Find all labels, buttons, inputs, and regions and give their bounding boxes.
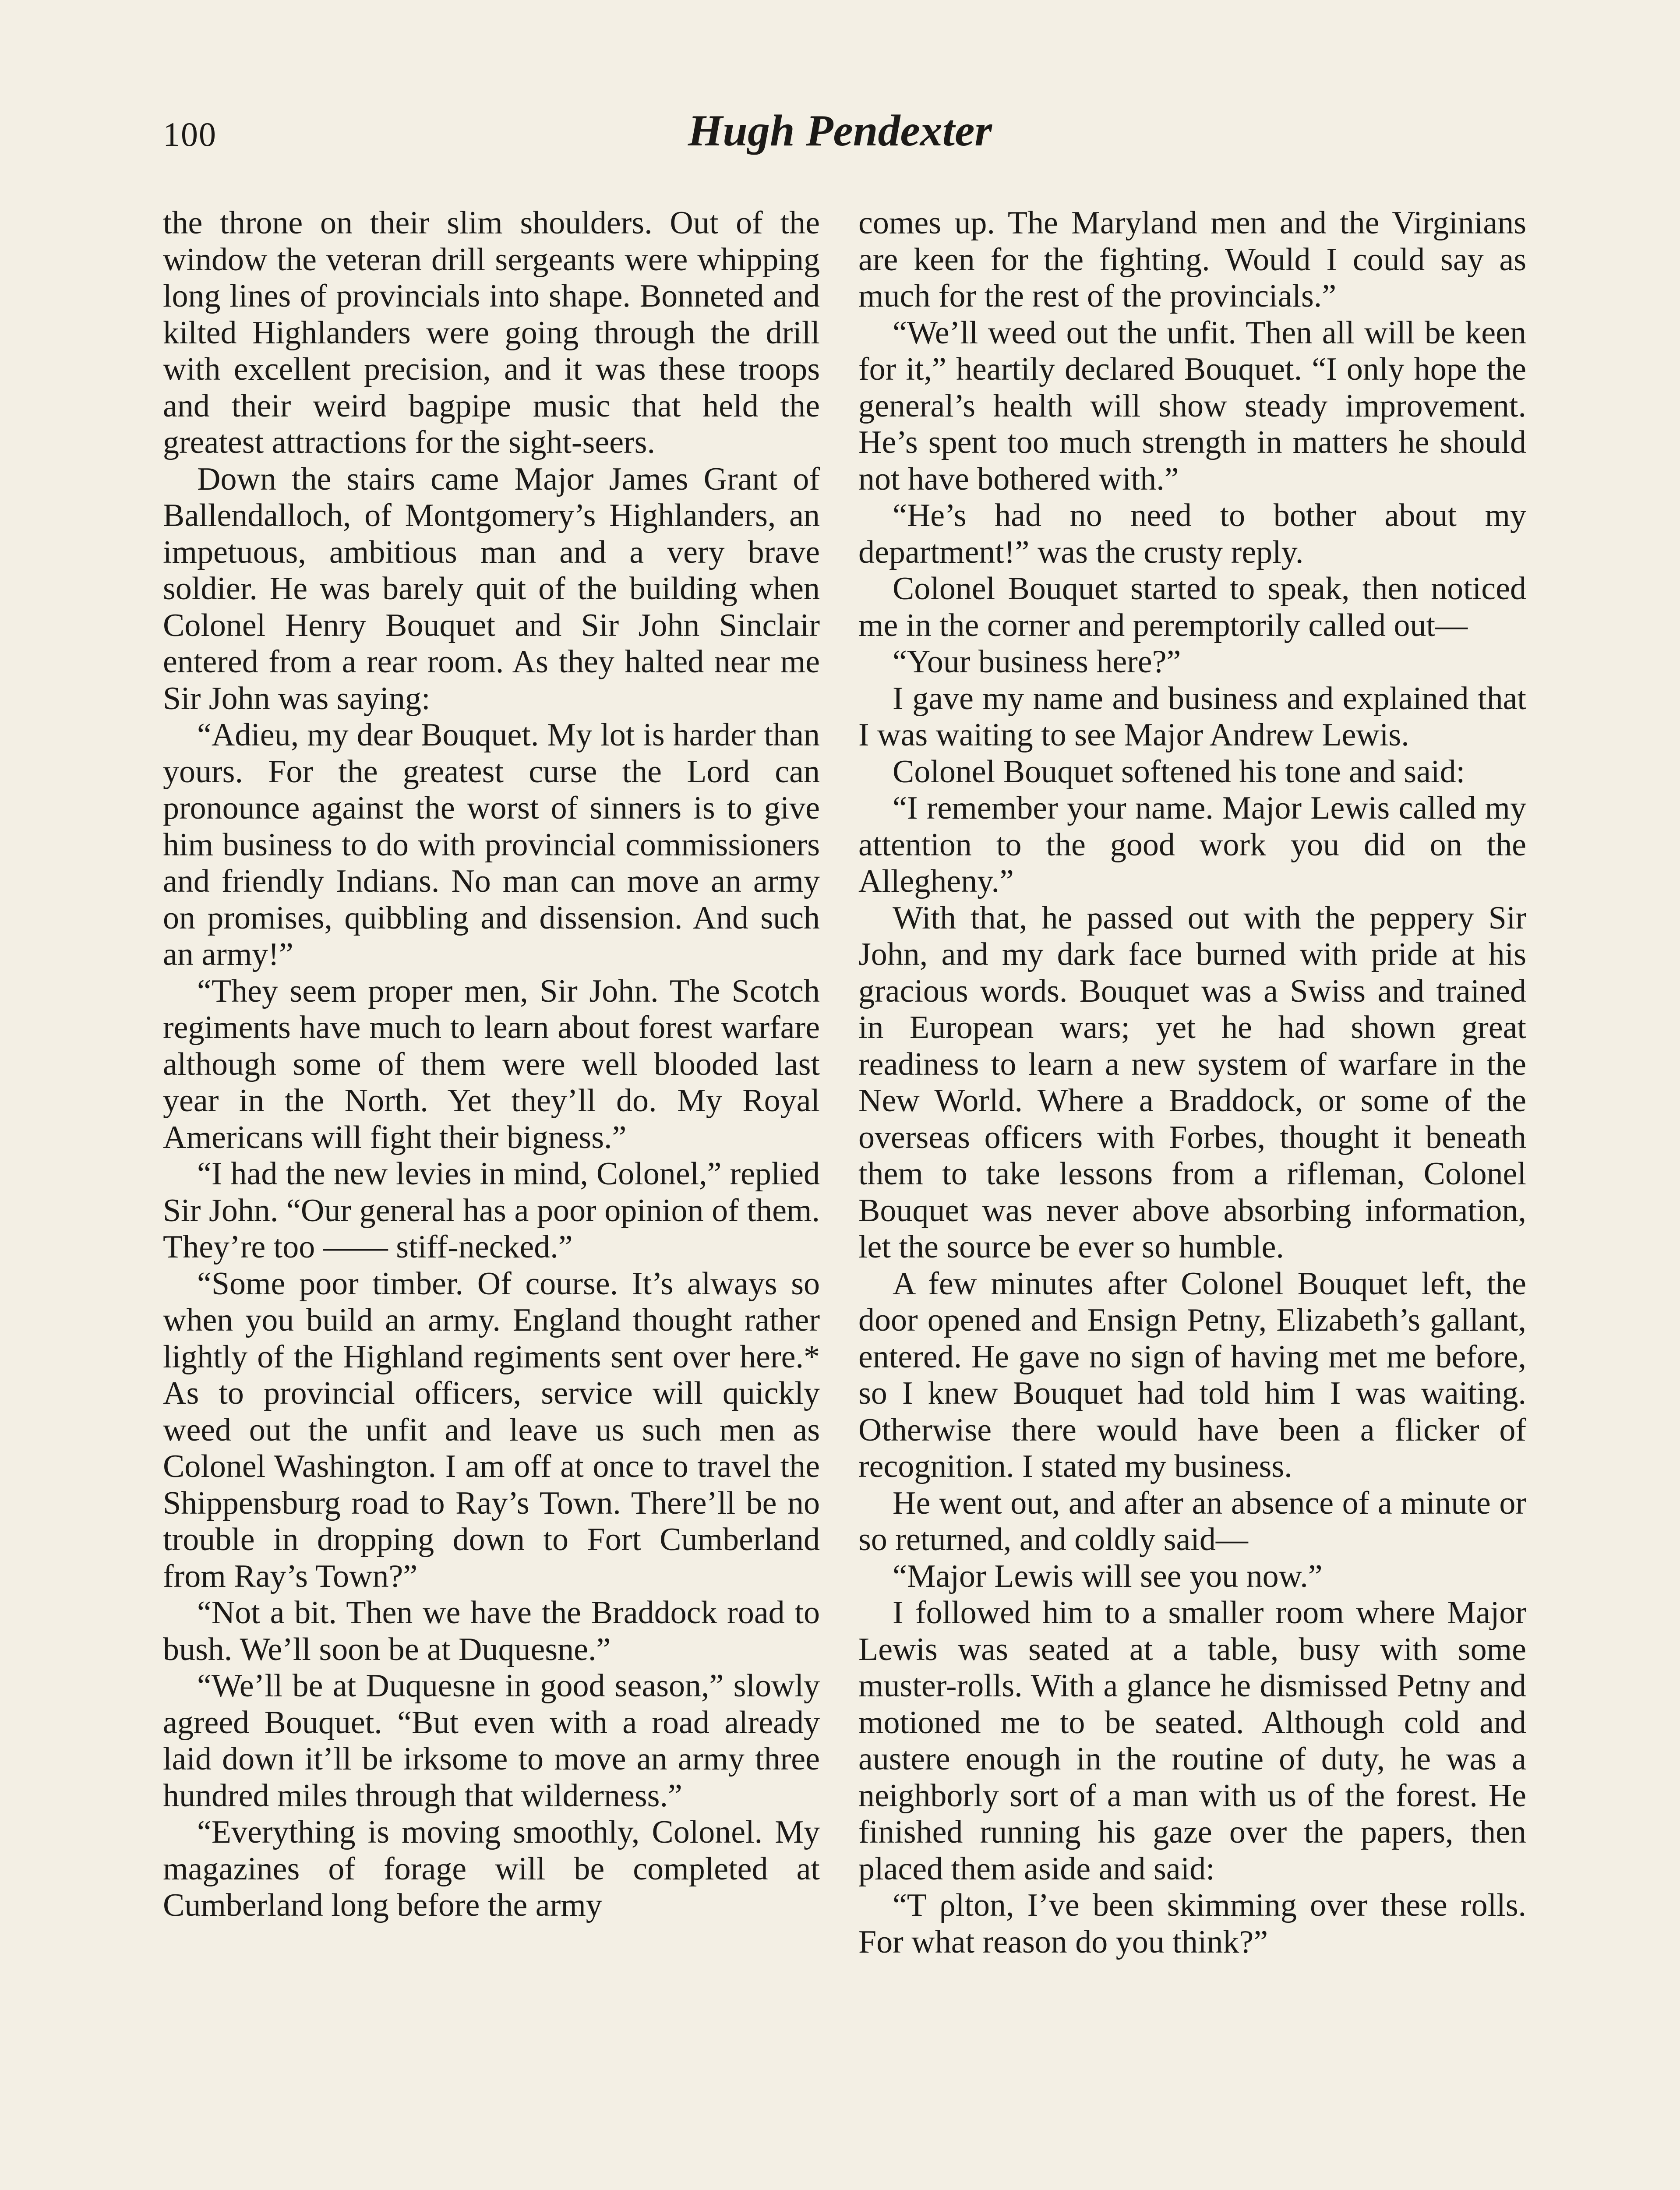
right-column: [858, 205, 1526, 1960]
paragraph: “He’s had no need to bother about my department!” was the crusty reply.: [858, 498, 1526, 570]
running-head: Hugh Pendexter: [688, 106, 992, 155]
paragraph: “We’ll be at Duquesne in good season,” slowly agreed Bouquet. “But even with a road already laid down it’ll be irksome to move an army three hundred miles through that wilderness.”: [163, 1668, 820, 1814]
paragraph: Down the stairs came Major James Grant of Ballendalloch, of Montgomery’s Highlanders, an impetuous, ambitious man and a very brave soldier. He was barely quit of the building when Colonel Henry Bouquet and Sir John Sinclair entered from a rear room. As they halted near me Sir John was saying:: [163, 461, 820, 717]
paragraph: “I remember your name. Major Lewis called my attention to the good work you did on the Allegheny.”: [858, 790, 1526, 899]
paragraph: “Adieu, my dear Bouquet. My lot is harder than yours. For the greatest curse the Lord can pronounce against the worst of sinners is to give him business to do with provincial commissioners and friendly Indians. No man can move an army on promises, quibbling and dissension. And such an army!”: [163, 717, 820, 972]
paragraph: With that, he passed out with the peppery Sir John, and my dark face burned with pride at his gracious words. Bouquet was a Swiss and trained in European wars; yet he had shown great readiness to learn a new system of warfare in the New World. Where a Braddock, or some of the overseas officers with Forbes, thought it beneath them to take lessons from a rifleman, Colonel Bouquet was never above absorbing information, let the source be ever so humble.: [858, 900, 1526, 1265]
paragraph: “Everything is moving smoothly, Colonel. My magazines of forage will be completed at Cumberland long before the army: [163, 1814, 820, 1923]
paragraph: “Your business here?”: [893, 644, 1181, 680]
paragraph: A few minutes after Colonel Bouquet left, the door opened and Ensign Petny, Elizabeth’s gallant, entered. He gave no sign of having met me before, so I knew Bouquet had told him I was waiting. Otherwise there would have been a flicker of recognition. I stated my business.: [858, 1265, 1526, 1484]
paragraph: “I had the new levies in mind, Colonel,” replied Sir John. “Our general has a poor opinion of them. They’re too —— stiff-necked.”: [163, 1156, 820, 1265]
paragraph: the throne on their slim shoulders. Out of the window the veteran drill sergeants were whipping long lines of provincials into shape. Bonneted and kilted Highlanders were going through the drill with excellent precision, and it was these troops and their weird bagpipe music that held the greatest attractions for the sight-seers.: [163, 205, 820, 460]
paragraph: Colonel Bouquet started to speak, then noticed me in the corner and peremptorily called out—: [858, 571, 1526, 643]
paragraph: “We’ll weed out the unfit. Then all will be keen for it,” heartily declared Bouquet. “I only hope the general’s health will show steady improvement. He’s spent too much strength in matters he should not have bothered with.”: [858, 314, 1526, 497]
paragraph: “They seem proper men, Sir John. The Scotch regiments have much to learn about forest warfare although some of them were well blooded last year in the North. Yet they’ll do. My Royal Americans will fight their bigness.”: [163, 973, 820, 1155]
paragraph: Colonel Bouquet softened his tone and said:: [893, 753, 1465, 790]
left-column: [163, 205, 820, 1924]
paragraph: I followed him to a smaller room where Major Lewis was seated at a table, busy with some muster-rolls. With a glance he dismissed Petny and motioned me to be seated. Although cold and austere enough in the routine of duty, he was a neighborly sort of a man with us of the forest. He finished running his gaze over the papers, then placed them aside and said:: [858, 1595, 1526, 1887]
paragraph: He went out, and after an absence of a minute or so returned, and coldly said—: [858, 1485, 1526, 1558]
paragraph: comes up. The Maryland men and the Virginians are keen for the fighting. Would I could say as much for the rest of the provincials.”: [858, 205, 1526, 314]
paragraph: “Major Lewis will see you now.”: [893, 1558, 1323, 1594]
page-number: 100: [163, 115, 217, 153]
paragraph: “T ρlton, I’ve been skimming over these rolls. For what reason do you think?”: [858, 1887, 1526, 1960]
paragraph: “Some poor timber. Of course. It’s always so when you build an army. England thought rather lightly of the Highland regiments sent over here.* As to provincial officers, service will quickly weed out the unfit and leave us such men as Colonel Washington. I am off at once to travel the Shippensburg road to Ray’s Town. There’ll be no trouble in dropping down to Fort Cumberland from Ray’s Town?”: [163, 1265, 820, 1594]
paragraph: I gave my name and business and explained that I was waiting to see Major Andrew Lewis.: [858, 680, 1526, 753]
paragraph: “Not a bit. Then we have the Braddock road to bush. We’ll soon be at Duquesne.”: [163, 1595, 820, 1667]
